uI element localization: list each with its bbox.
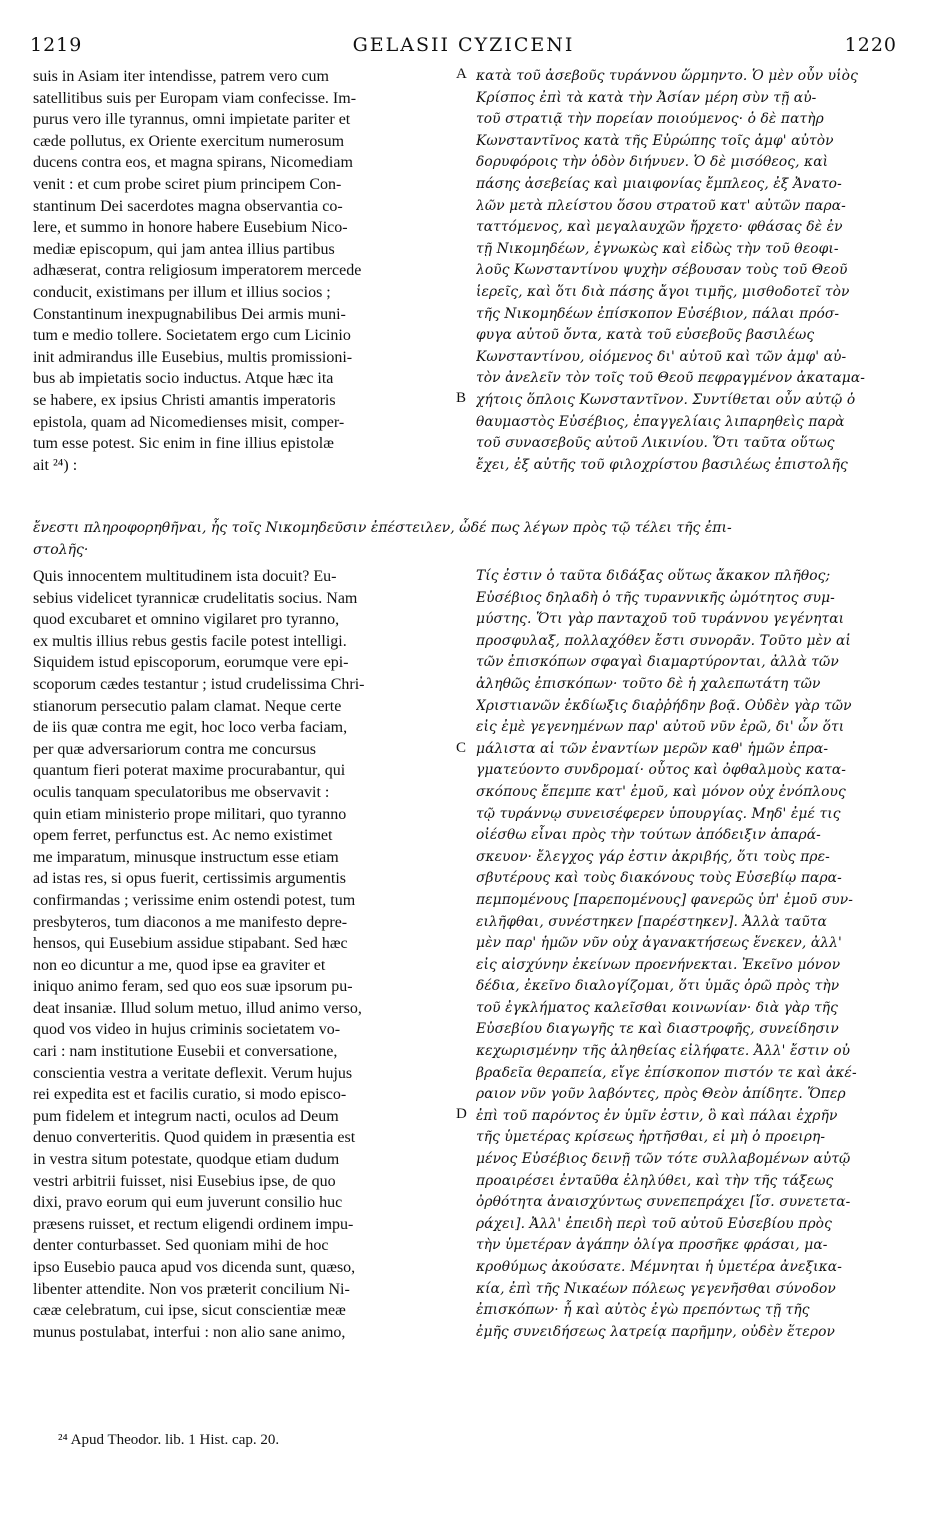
- greek-column-top: [476, 66, 906, 476]
- latin-text-line: mediæ episcopum, qui jam antea illius partibus: [33, 240, 335, 258]
- greek-text-line: ταττόμενος, καὶ μεγαλαυχῶν ἤρχετο· φθάσας δὲ ἐν: [476, 219, 843, 236]
- greek-text-line: μάλιστα αἱ τῶν ἐναντίων μερῶν καθ' ἡμῶν ἐπρα-: [476, 740, 829, 757]
- latin-text-line: conducit, existimans per illum et illius socios ;: [33, 283, 331, 301]
- latin-text-line: de iis quæ contra me egit, hoc loco verba faciam,: [33, 719, 348, 737]
- latin-text-line: Siquidem istud episcoporum, eorumque vere epi-: [33, 654, 349, 672]
- right-page-number: 1220: [844, 34, 897, 56]
- latin-text-line: non eo dicuntur a me, quod ipse ea graviter et: [33, 956, 326, 974]
- latin-text-line: cæde pollutus, ex Oriente exercitum numerosum: [33, 132, 345, 150]
- greek-text-line: τῇ Νικομηδέων, ἐγνωκὼς καὶ εἰδὼς τὴν τοῦ θεοφι-: [476, 240, 839, 257]
- latin-text-line: adhæserat, contra religiosum imperatorem mercede: [33, 262, 362, 280]
- latin-text-line: iniquo animo feram, sed quo eos suæ ipsorum pu-: [33, 978, 353, 996]
- latin-text-line: presbyteros, tum diaconos a me manifesto depre-: [33, 913, 348, 931]
- latin-text-line: sebius videlicet tyrannicæ crudelitatis socius. Nam: [33, 589, 358, 607]
- greek-text-line: τῆς ὑμετέρας κρίσεως ἠρτῆσθαι, εἰ μὴ ὁ προειρη-: [476, 1129, 826, 1146]
- greek-text-line: εἰς ἐμὲ γεγενημένων παρ' αὐτοῦ νῦν ἐρῶ, δι' ὧν ὅτι: [476, 719, 845, 736]
- latin-text-line: lere, et summo in honore habere Eusebium Nico-: [33, 219, 348, 237]
- greek-text-line: ἀληθῶς ἐπισκόπων· τοῦτο δὲ ἡ χαλεπωτάτη τῶν: [476, 675, 821, 692]
- latin-text-line: suis in Asiam iter intendisse, patrem vero cum: [33, 68, 329, 85]
- latin-text-line: opem ferret, perfunctus est. Ac nemo existimet: [33, 827, 333, 845]
- latin-text-line: bus ab impietatis socio inductus. Atque hæc ita: [33, 370, 334, 388]
- greek-text-line: τῶν ἐπισκόπων σφαγαὶ διαμαρτύρονται, ἀλλὰ τῶν: [476, 654, 839, 671]
- latin-text-line: epistola, quam ad Nicomedienses misit, comper-: [33, 413, 345, 431]
- greek-text-line: κατὰ τοῦ ἀσεβοῦς τυράννου ὥρμηντο. Ὁ μὲν οὖν υἱὸς: [476, 68, 858, 84]
- latin-text-line: ad istas res, si opus fuerit, certissimis argumentis: [33, 870, 346, 888]
- latin-text-line: satellitibus suis per Europam viam confecisse. Im-: [33, 89, 357, 107]
- latin-text-line: me imparatum, minusque instructum esse etiam: [33, 848, 339, 866]
- latin-text-line: stianorum persecutio palam clamat. Neque certe: [33, 697, 342, 715]
- greek-text-line: τῷ τυράννῳ συνεισέφερεν ὑπουργίας. Μηδ' ἐμέ τις: [476, 805, 841, 822]
- latin-text-line: præsens ruisset, et rectum eligendi ordinem impu-: [33, 1215, 354, 1233]
- latin-text-line: quin etiam ministerio prope militari, quo tyranno: [33, 805, 347, 823]
- greek-text-line: σβυτέρους καὶ τοὺς διακόνους τοὺς Εὐσεβίῳ παρα-: [476, 870, 842, 887]
- greek-text-line: εἰς αἰσχύνην ἐκείνων προενήνεκται. Ἐκεῖνο μόνον: [476, 956, 841, 973]
- greek-text-line: θαυμαστὸς Εὐσέβιος, ἐπαγγελίαις λιπαρηθεὶς παρὰ: [476, 413, 845, 430]
- latin-text-line: Constantinum inexpugnabilibus Dei armis muni-: [33, 305, 346, 323]
- greek-text-line: Χριστιανῶν ἐκδίωξις διαῤῥήδην βοᾷ. Οὐδὲν γὰρ τῶν: [476, 697, 852, 714]
- latin-text-line: denter conturbasset. Sed quoniam mihi de hoc: [33, 1237, 329, 1255]
- left-page-number: 1219: [30, 34, 83, 56]
- greek-text-line: κεχωρισμένην τῆς ἀληθείας εἰλήφατε. Ἀλλ' ἔστιν οὐ: [476, 1043, 851, 1060]
- greek-text-line: ἐμῆς συνειδήσεως λατρείᾳ παρῆμην, οὐδὲν ἕτερον: [476, 1323, 836, 1340]
- latin-text-line: libenter attendite. Non vos præterit concilium Ni-: [33, 1280, 350, 1298]
- latin-text-line: pum fidelem et integrum nacti, oculos ad Deum: [33, 1107, 339, 1125]
- latin-text-line: oculis tanquam speculatoribus me observavit :: [33, 783, 330, 801]
- latin-text-line: quantum fieri poterat maxime procurabantur, qui: [33, 762, 346, 780]
- greek-text-line: Τίς ἐστιν ὁ ταῦτα διδάξας οὕτως ἄκακον πλῆθος;: [476, 568, 831, 584]
- full-width-greek: [33, 518, 903, 561]
- running-title: GELASII CYZICENI: [352, 34, 575, 56]
- greek-text-line: τῆς Νικομηδέων ἐπίσκοπον Εὐσέβιον, πάλαι πρόσ-: [476, 305, 840, 322]
- greek-column-bottom: [476, 566, 906, 1343]
- greek-text-line: Εὐσέβιος δηλαδὴ ὁ τῆς τυραννικῆς ὠμότητος συμ-: [476, 589, 835, 606]
- margin-letter-b: B: [456, 390, 467, 406]
- greek-text-line: δέδια, ἐκεῖνο διαλογίζομαι, ὅτι ὑμᾶς ὁρῶ πρὸς τὴν: [476, 978, 840, 995]
- latin-text-line: denuo converteritis. Quod quidem in præsentia est: [33, 1129, 356, 1147]
- greek-text-line: μένος Εὐσέβιος δεινῇ τῶν τότε συλλαβομένων αὐτῷ: [476, 1151, 851, 1168]
- greek-text-line: ειλῆφθαι, συνέστηκεν [παρέστηκεν]. Ἀλλὰ ταῦτα: [476, 913, 827, 930]
- latin-text-line: cææ celebratum, cui ipse, sicut conscientiæ meæ: [33, 1302, 346, 1320]
- greek-text-line: στολῆς·: [33, 541, 89, 558]
- greek-text-line: κία, ἐπὶ τῆς Νικαέων πόλεως γεγενῆσθαι σύνοδον: [476, 1280, 836, 1297]
- footnote: ²⁴ Apud Theodor. lib. 1 Hist. cap. 20.: [58, 1432, 280, 1448]
- greek-text-line: προαιρέσει ἐνταῦθα ἐληλύθει, καὶ τὴν τῆς τάξεως: [476, 1172, 834, 1189]
- latin-text-line: purus vero ille tyrannus, omni impietate pariter et: [33, 111, 351, 129]
- latin-text-line: conscientia vestra a veritate deflexit. Verum hujus: [33, 1064, 353, 1082]
- latin-text-line: deat insaniæ. Illud solum metuo, illud animo verso,: [33, 999, 362, 1017]
- greek-text-line: τὸν ἀνελεῖν τὸν τοῖς τοῦ Θεοῦ πεφραγμένον ἀκαταμα-: [476, 370, 866, 387]
- latin-text-line: se habere, ex ipsius Christi amantis imperatoris: [33, 391, 336, 409]
- greek-text-line: γματεύοντο συνδρομαί· οὗτος καὶ ὀφθαλμοὺς κατα-: [476, 762, 847, 779]
- latin-text-line: ipso Eusebio pauca apud vos dicenda sunt, quæso,: [33, 1259, 356, 1276]
- latin-text-line: scoporum cædes testantur ; istud crudelissima Chri-: [33, 675, 365, 693]
- latin-text-line: ex multis illius rebus gestis facile potest intelligi.: [33, 632, 347, 650]
- latin-text-line: vestri arbitrii fuisset, nisi Eusebius ipse, de quo: [33, 1172, 336, 1190]
- greek-text-line: τοῦ στρατιᾷ τὴν πορείαν ποιούμενος· ὁ δὲ πατὴρ: [476, 111, 824, 128]
- latin-text-line: dixi, pravo eorum qui eum juverunt consilio huc: [33, 1194, 343, 1212]
- greek-text-line: σκόπους ἔπεμπε κατ' ἐμοῦ, καὶ μόνον οὐχ ἐνόπλους: [476, 783, 846, 800]
- greek-text-line: ράχει]. Ἀλλ' ἐπειδὴ περὶ τοῦ αὐτοῦ Εὐσεβίου πρὸς: [476, 1215, 832, 1232]
- greek-text-line: ἐπὶ τοῦ παρόντος ἐν ὑμῖν ἐστιν, ὃ καὶ πάλαι ἐχρῆν: [476, 1107, 838, 1124]
- greek-text-line: χήτοις ὅπλοις Κωνσταντῖνον. Συντίθεται οὖν αὐτῷ ὁ: [476, 391, 856, 408]
- latin-text-line: stantinum Dei sacerdotes magna observantia co-: [33, 197, 343, 215]
- latin-text-line: init admirandus ille Eusebius, multis promissioni-: [33, 348, 353, 366]
- latin-text-line: cari : nam institutione Eusebii et conversatione,: [33, 1043, 338, 1061]
- greek-text-line: λῶν μετὰ πλείστου ὅσου στρατοῦ κατ' αὐτῶν παρα-: [476, 197, 846, 214]
- margin-letter-d: D: [456, 1106, 467, 1122]
- greek-text-line: λοῦς Κωνσταντίνου ψυχὴν σέβουσαν τοὺς τοῦ Θεοῦ: [476, 262, 848, 279]
- latin-text-line: Quis innocentem multitudinem ista docuit? Eu-: [33, 568, 337, 585]
- greek-text-line: δορυφόροις τὴν ὁδὸν διήνυεν. Ὁ δὲ μισόθεος, καὶ: [476, 154, 829, 171]
- latin-column-top: [33, 66, 458, 476]
- latin-text-line: confirmandas ; verissime enim ostendi potest, tum: [33, 891, 356, 909]
- greek-text-line: ἐπισκόπων· ἧ καὶ αὐτὸς ἐγὼ πρεπόντως τῇ τῆς: [476, 1302, 810, 1319]
- page-header: [30, 34, 897, 62]
- latin-text-line: venit : et cum probe sciret pium principem Con-: [33, 175, 342, 193]
- latin-text-line: hensos, qui Eusebium assidue stipabant. Sed hæc: [33, 935, 348, 953]
- greek-text-line: ἱερεῖς, καὶ ὅτι διὰ πάσης ἄγοι τιμῆς, μισθοδοτεῖ τὸν: [476, 283, 850, 300]
- greek-text-line: τοῦ συνασεβοῦς αὐτοῦ Λικινίου. Ὅτι ταῦτα οὕτως: [476, 435, 835, 452]
- latin-text-line: munus postulabat, interfui : non alio sane animo,: [33, 1323, 346, 1341]
- latin-text-line: quod excubaret et omnino vigilaret pro tyranno,: [33, 611, 340, 629]
- greek-text-line: Κωνσταντῖνος κατὰ τῆς Εὐρώπης τοῖς ἀμφ' αὐτὸν: [476, 132, 834, 149]
- greek-text-line: προσφυλαξ, πολλαχόθεν ἔστι συνορᾶν. Τοῦτο μὲν αἱ: [476, 632, 851, 649]
- latin-text-line: in vestra situm potestate, quodque etiam dudum: [33, 1151, 340, 1169]
- margin-letter-a: A: [456, 66, 467, 82]
- greek-text-line: φυγα αὐτοῦ ὄντα, κατὰ τοῦ εὐσεβοῦς βασιλέως: [476, 327, 815, 344]
- greek-text-line: Εὐσεβίου διαγωγῆς τε καὶ διαστροφῆς, συνείδησιν: [476, 1021, 839, 1038]
- greek-text-line: πεμπομένους [παρεπομένους] φανερῶς ὑπ' ἐμοῦ συν-: [476, 891, 853, 908]
- greek-text-line: μὲν παρ' ἡμῶν νῦν οὐχ ἀγανακτήσεως ἕνεκεν, ἀλλ': [476, 935, 842, 952]
- greek-text-line: οἰέσθω εἶναι πρὸς τὴν τούτων ἀπόδειξιν ἀπαρά-: [476, 827, 821, 844]
- greek-text-line: σκευον· ἔλεγχος γάρ ἐστιν ἀκριβής, ὅτι τοὺς πρε-: [476, 848, 830, 865]
- greek-text-line: κροθύμως ἀκούσατε. Μέμνηται ἡ ὑμετέρα ἀνεξικα-: [476, 1259, 842, 1275]
- latin-column-bottom: [33, 566, 458, 1343]
- greek-text-line: βραδεῖα θεραπεία, εἴγε ἐπίσκοπον πιστόν τε καὶ ἀκέ-: [476, 1064, 857, 1081]
- greek-text-line: μύστης. Ὅτι γὰρ πανταχοῦ τοῦ τυράννου γεγένηται: [476, 611, 845, 628]
- margin-letter-c: C: [456, 740, 467, 756]
- greek-text-line: ἔνεστι πληροφορηθῆναι, ἧς τοῖς Νικομηδεῦσιν ἐπέστειλεν, ὧδέ πως λέγων πρὸς τῷ τέλει τῆς ἐπι-: [33, 520, 732, 536]
- latin-text-line: tum esse potest. Sic enim in fine illius epistolæ: [33, 435, 334, 453]
- latin-text-line: ait ²⁴) :: [33, 456, 78, 474]
- latin-text-line: per quæ adversariorum contra me concursus: [33, 740, 317, 758]
- greek-text-line: ὀρθότητα ἀναισχύντως συνεπεπράχει [ἴσ. συνετετα-: [476, 1194, 851, 1211]
- latin-text-line: ducens contra eos, et magna spirans, Nicomediam: [33, 154, 353, 172]
- greek-text-line: τὴν ὑμετέραν ἀγάπην ὀλίγα προσῆκε φράσαι, μα-: [476, 1237, 828, 1254]
- greek-text-line: πάσης ἀσεβείας καὶ μιαιφονίας ἔμπλεος, ἐξ Ἀνατο-: [476, 175, 842, 192]
- greek-text-line: Κωνσταντίνου, οἰόμενος δι' αὐτοῦ καὶ τῶν ἀμφ' αὐ-: [476, 348, 847, 365]
- latin-text-line: rei expedita est et facilis curatio, si modo episco-: [33, 1086, 347, 1104]
- greek-text-line: ραιον νῦν γοῦν λαβόντες, πρὸς Θεὸν ἀπίδητε. Ὅπερ: [476, 1086, 846, 1103]
- greek-text-line: Κρίσπος ἐπὶ τὰ κατὰ τὴν Ἀσίαν μέρη σὺν τῇ αὐ-: [476, 89, 817, 106]
- latin-text-line: tum e medio tollere. Societatem ergo cum Licinio: [33, 327, 351, 345]
- latin-text-line: quod vos video in hujus criminis societatem vo-: [33, 1021, 341, 1039]
- greek-text-line: ἔχει, ἐξ αὐτῆς τοῦ φιλοχρίστου βασιλέως ἐπιστολῆς: [476, 456, 848, 473]
- greek-text-line: τοῦ ἐγκλήματος καλεῖσθαι κοινωνίαν· διὰ γὰρ τῆς: [476, 999, 838, 1016]
